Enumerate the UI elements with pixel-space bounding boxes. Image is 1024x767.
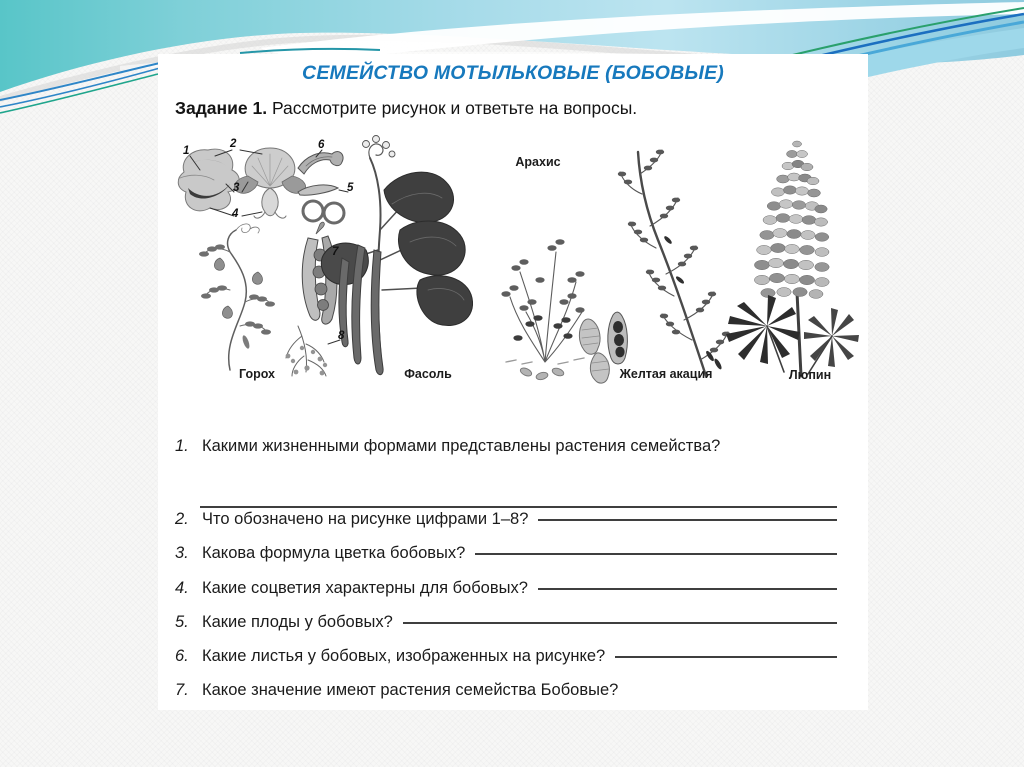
question-3-text: Какова формула цветка бобовых? bbox=[202, 544, 466, 562]
question-5 bbox=[175, 612, 837, 632]
label-bean: Фасоль bbox=[404, 367, 452, 381]
question-7-text: Какое значение имеют растения семейства Бобовые? bbox=[202, 681, 619, 699]
figure-number-4: 4 bbox=[232, 208, 239, 220]
figure-number-3: 3 bbox=[233, 182, 240, 194]
question-2-answer-blank bbox=[538, 506, 837, 521]
worksheet-panel bbox=[158, 54, 868, 710]
question-3 bbox=[175, 543, 837, 563]
question-6-text: Какие листья у бобовых, изображенных на рисунке? bbox=[202, 647, 606, 665]
pea-plant bbox=[199, 224, 275, 370]
label-pea: Горох bbox=[238, 367, 276, 381]
question-3-answer-blank bbox=[475, 540, 837, 555]
peanut-plant bbox=[501, 239, 584, 381]
lupin-plant bbox=[726, 141, 859, 376]
figure-number-8: 8 bbox=[338, 330, 345, 342]
question-4 bbox=[175, 578, 837, 598]
question-6 bbox=[175, 646, 837, 666]
task-text: Рассмотрите рисунок и ответьте на вопросы. bbox=[271, 98, 638, 118]
question-2-number: 2. bbox=[175, 510, 189, 528]
question-1-number: 1. bbox=[175, 437, 189, 455]
question-2-text: Что обозначено на рисунке цифрами 1–8? bbox=[202, 510, 529, 528]
question-1-answer-blank bbox=[200, 506, 837, 508]
question-4-text: Какие соцветия характерны для бобовых? bbox=[202, 579, 528, 597]
figure-number-1: 1 bbox=[183, 145, 190, 157]
question-3-number: 3. bbox=[175, 544, 189, 562]
question-6-answer-blank bbox=[615, 643, 837, 658]
label-lupin: Люпин bbox=[788, 368, 832, 382]
legume-family-figure bbox=[170, 130, 860, 388]
figure-number-7: 7 bbox=[332, 246, 339, 258]
label-acacia: Желтая акация bbox=[619, 367, 713, 381]
question-2 bbox=[175, 509, 837, 529]
question-5-text: Какие плоды у бобовых? bbox=[202, 613, 393, 631]
question-1-text: Какими жизненными формами представлены растения семейства? bbox=[202, 437, 721, 455]
question-6-number: 6. bbox=[175, 647, 189, 665]
question-5-number: 5. bbox=[175, 613, 189, 631]
figure-number-2: 2 bbox=[230, 138, 237, 150]
question-7-number: 7. bbox=[175, 681, 189, 699]
question-1 bbox=[175, 437, 837, 456]
question-4-number: 4. bbox=[175, 579, 189, 597]
pea-flower-front-view bbox=[234, 148, 305, 218]
figure-number-5: 5 bbox=[347, 182, 354, 194]
question-5-answer-blank bbox=[403, 609, 837, 624]
figure-number-6: 6 bbox=[318, 139, 325, 151]
task-label: Задание 1. bbox=[175, 98, 268, 118]
acacia-branch bbox=[618, 150, 730, 376]
question-4-answer-blank bbox=[538, 575, 837, 590]
page-title: СЕМЕЙСТВО МОТЫЛЬКОВЫЕ (БОБОВЫЕ) bbox=[302, 62, 724, 84]
task-line bbox=[175, 98, 637, 119]
question-7 bbox=[175, 681, 837, 700]
pea-flower-side-view bbox=[178, 149, 239, 211]
label-peanut: Арахис bbox=[515, 155, 561, 169]
root-nodules bbox=[286, 326, 328, 376]
lupin-palmate-leaf-left bbox=[726, 295, 800, 364]
